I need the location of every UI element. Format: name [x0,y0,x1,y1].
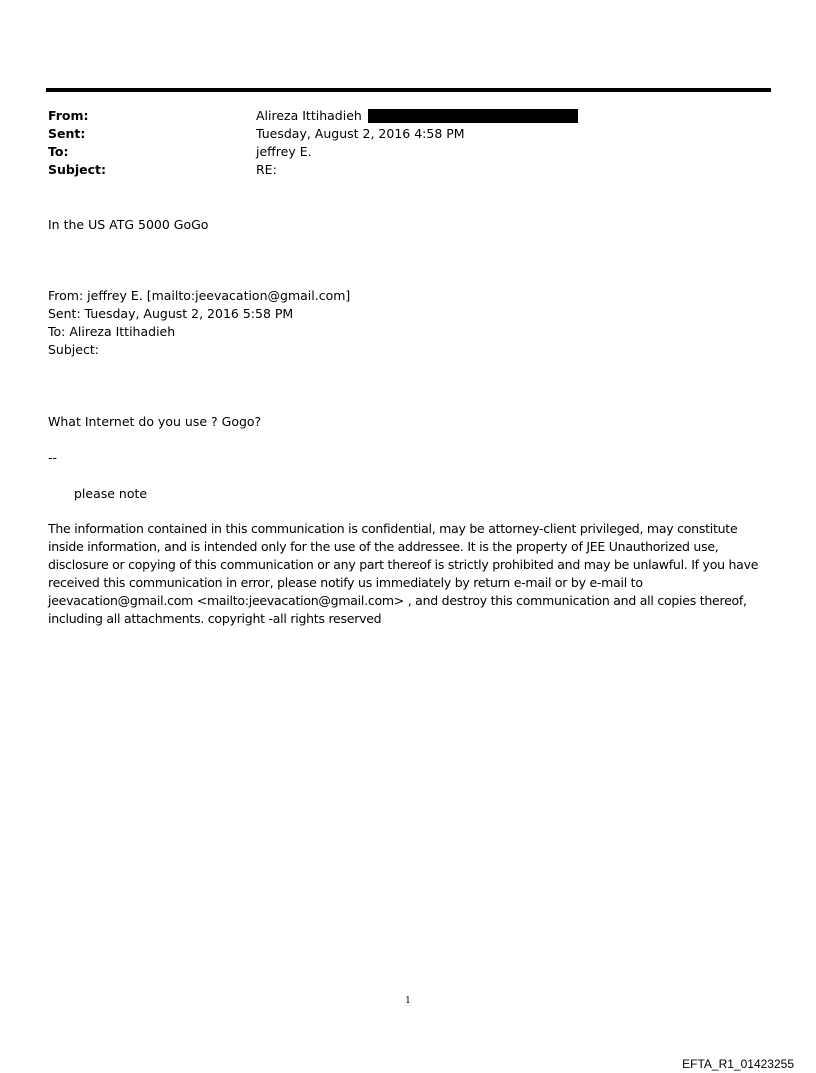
quoted-sent-line: Sent: Tuesday, August 2, 2016 5:58 PM [48,306,294,321]
reply-body: In the US ATG 5000 GoGo [48,217,209,232]
from-value: Alireza Ittihadieh [256,108,362,123]
from-label: From: [48,108,89,123]
disclaimer-line: including all attachments. copyright -all rights reserved [48,611,382,626]
to-label: To: [48,144,69,159]
sent-row [48,125,748,143]
quoted-email-header [48,287,350,359]
disclaimer-line: disclosure or copying of this communication or any part thereof is strictly prohibited and may be unlawful. If you have [48,557,759,572]
quoted-from-line: From: jeffrey E. [mailto:jeevacation@gmail.com] [48,288,351,303]
quoted-subject-line: Subject: [48,342,99,357]
quoted-body: What Internet do you use ? Gogo? [48,414,262,429]
document-id: EFTA_R1_01423255 [682,1057,794,1071]
quoted-to-line: To: Alireza Ittihadieh [48,324,176,339]
page-number: 1 [405,996,411,1006]
from-row [48,107,748,125]
to-row [48,143,748,161]
header-divider [46,88,771,92]
to-value: jeffrey E. [256,144,312,159]
please-note: please note [74,486,148,501]
subject-label: Subject: [48,162,106,177]
disclaimer-line: inside information, and is intended only for the use of the addressee. It is the property of JEE Unauthorized use, [48,539,719,554]
from-value-wrap [256,107,578,125]
email-header [48,107,748,179]
disclaimer-line: The information contained in this communication is confidential, may be attorney-client privileged, may constitute [48,521,738,536]
sent-label: Sent: [48,126,86,141]
subject-value: RE: [256,162,277,177]
confidentiality-disclaimer [48,520,763,628]
sent-value: Tuesday, August 2, 2016 4:58 PM [256,126,465,141]
signature-separator: -- [48,450,58,465]
subject-row [48,161,748,179]
redaction-bar [368,109,578,123]
disclaimer-line: received this communication in error, please notify us immediately by return e-mail or by e-mail to [48,575,643,590]
disclaimer-line: jeevacation@gmail.com <mailto:jeevacation@gmail.com> , and destroy this communication and all copies thereof, [48,593,747,608]
